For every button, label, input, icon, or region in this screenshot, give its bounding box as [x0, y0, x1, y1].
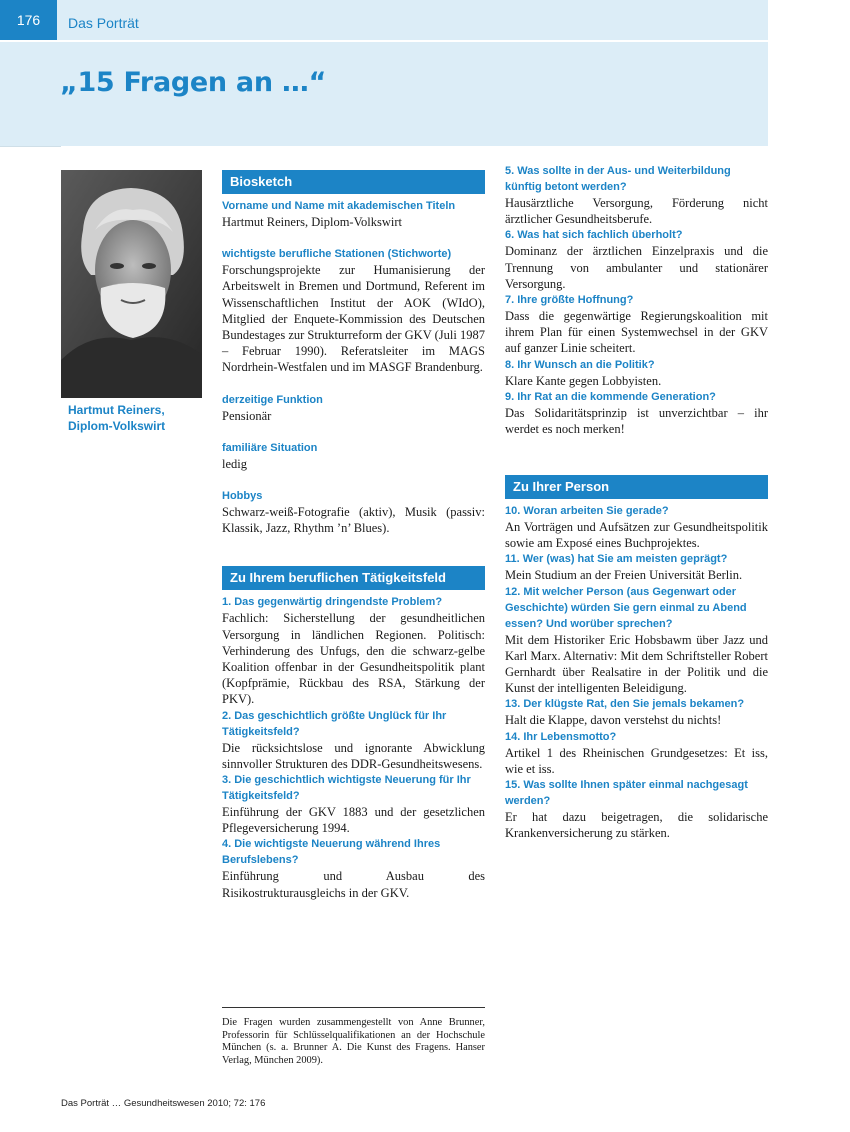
- qa-item: [505, 503, 768, 551]
- question: 12. Mit welcher Person (aus Gegenwart oder Geschichte) würden Sie gern einmal zu Abend essen? Und worüber sprechen?: [505, 585, 747, 630]
- portrait-photo: [61, 170, 202, 398]
- bio-label: Hobbys: [222, 490, 263, 503]
- title-rule: [0, 146, 61, 147]
- answer: Mit dem Historiker Eric Hobsbawm über Jazz und Karl Marx. Alternativ: Mit dem Schriftsteller Robert Gernhardt über Realsatire in der Politik und die Kunst der intelligenten Beleidigung.: [505, 632, 768, 696]
- question: 6. Was hat sich fachlich überholt?: [505, 229, 683, 242]
- question: 1. Das gegenwärtig dringendste Problem?: [222, 596, 443, 609]
- qa-item: [222, 594, 485, 707]
- bio-field: [222, 440, 485, 472]
- question: 15. Was sollte Ihnen später einmal nachgesagt werden?: [505, 779, 748, 808]
- bio-value: Schwarz-weiß-Fotografie (aktiv), Musik (passiv: Klassik, Jazz, Rhythm ’n’ Blues).: [222, 505, 485, 536]
- answer: Mein Studium an der Freien Universität Berlin.: [505, 568, 743, 583]
- bio-value: Hartmut Reiners, Diplom-Volkswirt: [222, 215, 402, 229]
- question: 2. Das geschichtlich größte Unglück für Ihr Tätigkeitsfeld?: [222, 709, 447, 738]
- right-column-top: [505, 163, 768, 437]
- biosketch-heading: Biosketch: [222, 170, 485, 194]
- person-section-heading: Zu Ihrer Person: [505, 475, 768, 499]
- question: 10. Woran arbeiten Sie gerade?: [505, 505, 669, 517]
- bio-field: [222, 392, 485, 424]
- question: 3. Die geschichtlich wichtigste Neuerung für Ihr Tätigkeitsfeld?: [222, 774, 471, 803]
- right-column-bottom: [505, 475, 768, 841]
- footnote: Die Fragen wurden zusammengestellt von Anne Brunner, Professorin für Schlüsselqualifikationen an der Hochschule München (s. a. Brunner A. Die Kunst des Fragens. Hanser Verlag, München 2009).: [222, 1017, 485, 1066]
- qa-item: [505, 696, 768, 728]
- question: 11. Wer (was) hat Sie am meisten geprägt?: [505, 553, 728, 566]
- qa-item: [505, 584, 768, 697]
- answer: An Vorträgen und Aufsätzen zur Gesundheitspolitik sowie am Exposé eines Buchprojektes.: [505, 520, 768, 551]
- question: 8. Ihr Wunsch an die Politik?: [505, 358, 655, 371]
- bio-value: ledig: [222, 456, 247, 471]
- qa-item: [505, 292, 768, 357]
- footnote-rule: [222, 1007, 485, 1008]
- answer: Hausärztliche Versorgung, Förderung nicht ärztlicher Gesundheitsberufe.: [505, 196, 768, 227]
- answer: Dominanz der ärztlichen Einzelpraxis und die Trennung von ambulanter und stationärer Versorgung.: [505, 244, 768, 291]
- qa-item: [505, 551, 768, 583]
- answer: Dass die gegenwärtige Regierungskoalition mit ihrem Plan für einen Systemwechsel in der GKV auf ganzer Linie scheitert.: [505, 309, 768, 356]
- page-title: „15 Fragen an …“: [60, 67, 327, 98]
- qa-item: [222, 708, 485, 772]
- work-section-heading: Zu Ihrem beruflichen Tätigkeitsfeld: [222, 566, 485, 590]
- left-text-column: [222, 170, 485, 901]
- bio-label: familiäre Situation: [222, 441, 318, 454]
- qa-item: [505, 729, 768, 777]
- caption-title: Diplom-Volkswirt: [68, 419, 166, 433]
- section-name: Das Porträt: [68, 15, 139, 31]
- answer: Artikel 1 des Rheinischen Grundgesetzes: Et iss, wie et iss.: [505, 745, 768, 776]
- bio-label: Vorname und Name mit akademischen Titeln: [222, 200, 456, 212]
- answer: Halt die Klappe, davon verstehst du nichts!: [505, 713, 722, 728]
- running-footer: Das Porträt … Gesundheitswesen 2010; 72: 176: [61, 1098, 266, 1109]
- answer: Einführung der GKV 1883 und der gesetzlichen Pflegeversicherung 1994.: [222, 805, 485, 836]
- bio-label: derzeitige Funktion: [222, 393, 323, 406]
- bio-label: wichtigste berufliche Stationen (Stichworte): [222, 248, 452, 261]
- question: 9. Ihr Rat an die kommende Generation?: [505, 390, 716, 403]
- qa-item: [505, 777, 768, 841]
- bio-value: Forschungsprojekte zur Humanisierung der Arbeitswelt in Bremen und Dortmund, Referent im Wissenschaftlichen Institut der AOK (WIdO), Mitglied der Enquete-Kommission des Deutschen Bundestages zur Strukturreform der GKV (Juli 1987 – Februar 1990). Referatsleiter im MAGS Nordrhein-Westfalen und im MASGF Brandenburg.: [222, 263, 485, 375]
- qa-item: [505, 357, 768, 389]
- bio-field: [222, 198, 485, 230]
- answer: Klare Kante gegen Lobbyisten.: [505, 373, 662, 388]
- page-number: 176: [0, 0, 57, 40]
- answer: Einführung und Ausbau des Risikostrukturausgleichs in der GKV.: [222, 869, 485, 900]
- qa-item: [505, 227, 768, 292]
- photo-caption: [68, 402, 208, 434]
- question: 13. Der klügste Rat, den Sie jemals bekamen?: [505, 698, 745, 711]
- qa-item: [505, 389, 768, 437]
- qa-item: [222, 836, 485, 900]
- answer: Das Solidaritätsprinzip ist unverzichtbar – ihr werdet es noch merken!: [505, 405, 768, 437]
- qa-item: [222, 772, 485, 836]
- answer: Fachlich: Sicherstellung der gesundheitlichen Versorgung in ländlichen Regionen. Politisch: Verhinderung des Unfugs, den die schwarz-gelbe Koalition offenbar in der Gesundheitspolitik plant (Kopfprämie, Rückbau des RSA, Stärkung der PKV).: [222, 611, 485, 707]
- answer: Er hat dazu beigetragen, die solidarische Krankenversicherung zu stärken.: [505, 810, 768, 841]
- question: 7. Ihre größte Hoffnung?: [505, 294, 634, 307]
- question: 4. Die wichtigste Neuerung während Ihres Berufslebens?: [222, 838, 441, 867]
- question: 14. Ihr Lebensmotto?: [505, 730, 617, 743]
- bio-value: Pensionär: [222, 408, 272, 423]
- question: 5. Was sollte in der Aus- und Weiterbildung künftig betont werden?: [505, 165, 731, 193]
- qa-item: [505, 163, 768, 227]
- bio-field: [222, 246, 485, 375]
- portrait-image: [61, 170, 202, 398]
- answer: Die rücksichtslose und ignorante Abwicklung sinnvoller Strukturen des DDR-Gesundheitswesens.: [222, 740, 485, 771]
- bio-field: [222, 488, 485, 536]
- caption-name: Hartmut Reiners,: [68, 403, 165, 417]
